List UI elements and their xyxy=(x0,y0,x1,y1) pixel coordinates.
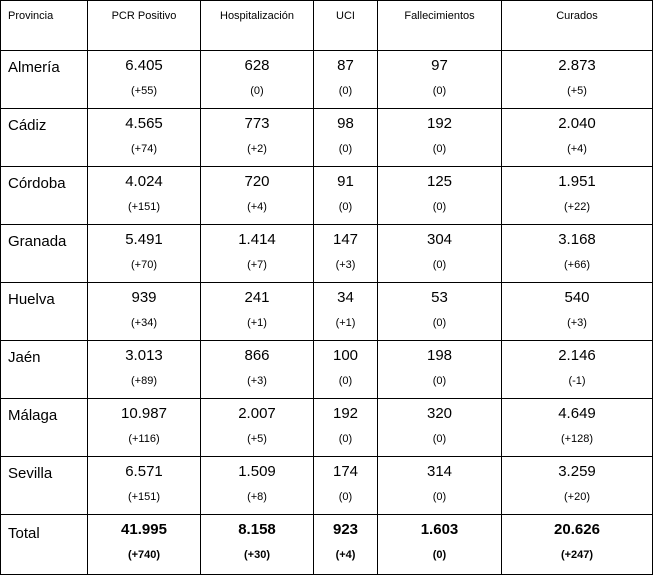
cell-curados xyxy=(502,51,653,109)
cell-delta: (+5) xyxy=(567,85,587,97)
cell-value: 304 xyxy=(426,231,453,248)
cell-delta: (0) xyxy=(432,85,447,97)
cell-delta: (+3) xyxy=(567,317,587,329)
cell-uci xyxy=(314,51,378,109)
cell-delta: (+151) xyxy=(127,491,161,503)
cell-delta: (+740) xyxy=(127,549,161,561)
cell-delta: (0) xyxy=(432,491,447,503)
cell-delta: (+151) xyxy=(127,201,161,213)
cell-value: 4.649 xyxy=(558,405,596,422)
cell-value: 1.509 xyxy=(238,463,276,480)
cell-curados xyxy=(502,109,653,167)
cell-value: 41.995 xyxy=(121,521,167,538)
cell-curados xyxy=(502,283,653,341)
table-row xyxy=(1,51,653,109)
cell-delta: (+2) xyxy=(247,143,267,155)
cell-value: 241 xyxy=(244,289,270,306)
table-row xyxy=(1,341,653,399)
province-name: Sevilla xyxy=(1,457,88,515)
cell-delta: (+128) xyxy=(560,433,594,445)
cell-value: 20.626 xyxy=(554,521,600,538)
cell-value: 91 xyxy=(337,173,354,190)
cell-delta: (+30) xyxy=(244,549,270,561)
table-header xyxy=(1,1,653,51)
province-name: Córdoba xyxy=(1,167,88,225)
cell-pcr-positivo xyxy=(88,283,201,341)
cell-curados xyxy=(502,167,653,225)
header-curados: Curados xyxy=(502,1,653,51)
cell-value: 939 xyxy=(131,289,157,306)
cell-delta: (0) xyxy=(432,433,447,445)
cell-value: 100 xyxy=(332,347,359,364)
province-name: Cádiz xyxy=(1,109,88,167)
cell-curados xyxy=(502,515,653,575)
cell-uci xyxy=(314,283,378,341)
cell-fallecimientos xyxy=(378,457,502,515)
cell-curados xyxy=(502,457,653,515)
cell-value: 320 xyxy=(426,405,453,422)
cell-delta: (+7) xyxy=(247,259,267,271)
cell-delta: (+4) xyxy=(335,549,356,561)
cell-pcr-positivo xyxy=(88,399,201,457)
cell-value: 2.146 xyxy=(558,347,596,364)
cell-value: 1.951 xyxy=(558,173,596,190)
cell-value: 98 xyxy=(337,115,354,132)
cell-uci xyxy=(314,399,378,457)
cell-delta: (+22) xyxy=(564,201,590,213)
cell-delta: (+5) xyxy=(247,433,267,445)
header-pcr-positivo: PCR Positivo xyxy=(88,1,201,51)
cell-value: 97 xyxy=(431,57,448,74)
cell-delta: (0) xyxy=(338,201,353,213)
cell-value: 1.603 xyxy=(420,521,459,538)
cell-value: 5.491 xyxy=(125,231,163,248)
cell-delta: (+1) xyxy=(335,317,356,329)
cell-value: 773 xyxy=(244,115,270,132)
cell-value: 8.158 xyxy=(238,521,276,538)
total-row xyxy=(1,515,653,575)
cell-delta: (0) xyxy=(432,375,447,387)
cell-value: 192 xyxy=(332,405,359,422)
cell-delta: (0) xyxy=(338,143,353,155)
cell-value: 10.987 xyxy=(121,405,167,422)
cell-fallecimientos xyxy=(378,341,502,399)
table-row xyxy=(1,167,653,225)
table-row xyxy=(1,457,653,515)
cell-curados xyxy=(502,399,653,457)
cell-value: 923 xyxy=(332,521,359,538)
cell-delta: (+3) xyxy=(247,375,267,387)
cell-value: 2.040 xyxy=(558,115,596,132)
cell-delta: (+1) xyxy=(247,317,267,329)
cell-delta: (+4) xyxy=(247,201,267,213)
cell-value: 628 xyxy=(244,57,270,74)
cell-delta: (+66) xyxy=(564,259,590,271)
province-name: Almería xyxy=(1,51,88,109)
cell-value: 34 xyxy=(337,289,354,306)
cell-pcr-positivo xyxy=(88,51,201,109)
cell-delta: (+8) xyxy=(247,491,267,503)
province-name: Huelva xyxy=(1,283,88,341)
cell-pcr-positivo xyxy=(88,109,201,167)
cell-hospitalizacion xyxy=(201,109,314,167)
cell-delta: (+34) xyxy=(131,317,157,329)
cell-value: 53 xyxy=(431,289,448,306)
cell-delta: (+3) xyxy=(335,259,356,271)
cell-hospitalizacion xyxy=(201,283,314,341)
province-name: Jaén xyxy=(1,341,88,399)
cell-delta: (0) xyxy=(250,85,264,97)
cell-delta: (0) xyxy=(432,201,447,213)
cell-value: 3.168 xyxy=(558,231,596,248)
cell-delta: (-1) xyxy=(568,375,586,387)
cell-fallecimientos xyxy=(378,399,502,457)
cell-delta: (0) xyxy=(432,259,447,271)
table-row xyxy=(1,109,653,167)
cell-value: 2.873 xyxy=(558,57,596,74)
cell-curados xyxy=(502,225,653,283)
cell-hospitalizacion xyxy=(201,225,314,283)
cell-fallecimientos xyxy=(378,109,502,167)
cell-uci xyxy=(314,341,378,399)
cell-curados xyxy=(502,341,653,399)
cell-pcr-positivo xyxy=(88,457,201,515)
cell-delta: (0) xyxy=(338,433,353,445)
province-name: Málaga xyxy=(1,399,88,457)
cell-value: 4.565 xyxy=(125,115,163,132)
header-fallecimientos: Fallecimientos xyxy=(378,1,502,51)
cell-uci xyxy=(314,515,378,575)
cell-value: 1.414 xyxy=(238,231,276,248)
cell-value: 720 xyxy=(244,173,270,190)
cell-hospitalizacion xyxy=(201,457,314,515)
cell-delta: (+74) xyxy=(131,143,157,155)
header-row xyxy=(1,1,653,51)
cell-value: 314 xyxy=(426,463,453,480)
cell-delta: (0) xyxy=(432,317,447,329)
cell-delta: (+70) xyxy=(131,259,157,271)
cell-delta: (0) xyxy=(432,143,447,155)
cell-delta: (+4) xyxy=(567,143,587,155)
cell-pcr-positivo xyxy=(88,341,201,399)
cell-uci xyxy=(314,109,378,167)
cell-delta: (0) xyxy=(338,85,353,97)
cell-value: 3.259 xyxy=(558,463,596,480)
cell-value: 2.007 xyxy=(238,405,276,422)
cell-delta: (0) xyxy=(432,549,447,561)
cell-value: 87 xyxy=(337,57,354,74)
cell-pcr-positivo xyxy=(88,167,201,225)
cell-delta: (0) xyxy=(338,491,353,503)
cell-uci xyxy=(314,167,378,225)
cell-value: 174 xyxy=(332,463,359,480)
cell-delta: (+20) xyxy=(564,491,590,503)
cell-uci xyxy=(314,457,378,515)
cell-fallecimientos xyxy=(378,51,502,109)
table-row xyxy=(1,399,653,457)
cell-value: 3.013 xyxy=(125,347,163,364)
header-uci: UCI xyxy=(314,1,378,51)
cell-value: 6.405 xyxy=(125,57,163,74)
cell-hospitalizacion xyxy=(201,399,314,457)
table-body xyxy=(1,51,653,575)
province-name: Granada xyxy=(1,225,88,283)
cell-pcr-positivo xyxy=(88,515,201,575)
cell-hospitalizacion xyxy=(201,515,314,575)
cell-value: 198 xyxy=(426,347,453,364)
cell-hospitalizacion xyxy=(201,167,314,225)
cell-value: 6.571 xyxy=(125,463,163,480)
cell-delta: (0) xyxy=(338,375,353,387)
cell-uci xyxy=(314,225,378,283)
cell-hospitalizacion xyxy=(201,341,314,399)
cell-delta: (+247) xyxy=(560,549,594,561)
total-label: Total xyxy=(1,515,88,575)
cell-pcr-positivo xyxy=(88,225,201,283)
cell-delta: (+116) xyxy=(128,433,160,445)
header-hospitalizacion: Hospitalización xyxy=(201,1,314,51)
table-row xyxy=(1,225,653,283)
cell-fallecimientos xyxy=(378,225,502,283)
header-provincia: Provincia xyxy=(1,1,88,51)
cell-value: 125 xyxy=(426,173,453,190)
cell-value: 147 xyxy=(332,231,359,248)
table-row xyxy=(1,283,653,341)
cell-fallecimientos xyxy=(378,515,502,575)
cell-hospitalizacion xyxy=(201,51,314,109)
cell-value: 866 xyxy=(244,347,270,364)
cell-delta: (+55) xyxy=(131,85,157,97)
cell-fallecimientos xyxy=(378,283,502,341)
cell-value: 192 xyxy=(426,115,453,132)
cell-fallecimientos xyxy=(378,167,502,225)
cell-delta: (+89) xyxy=(131,375,157,387)
cell-value: 4.024 xyxy=(125,173,163,190)
cell-value: 540 xyxy=(564,289,590,306)
